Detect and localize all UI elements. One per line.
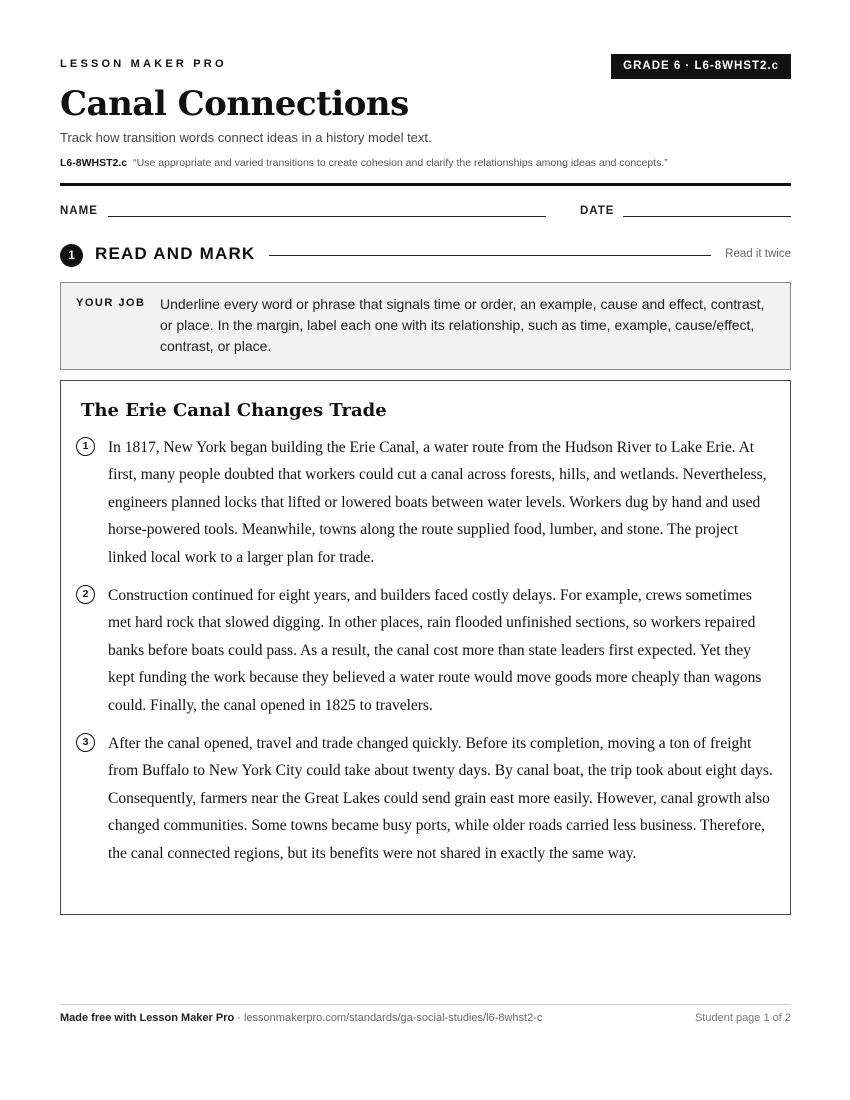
- footer-credit: [60, 1012, 542, 1024]
- section-rule: [269, 255, 711, 256]
- footer-separator: ·: [234, 1012, 244, 1024]
- step-number-badge: 1: [60, 244, 83, 267]
- instructions-text: Underline every word or phrase that signals time or order, an example, cause and effect, contrast, or place. In the margin, label each one with its relationship, such as time, example, cause/effect, contrast, or place.: [160, 296, 765, 354]
- grade-badge: GRADE 6 · L6-8WHST2.c: [611, 54, 791, 79]
- page-subtitle: Track how transition words connect ideas in a history model text.: [60, 130, 432, 145]
- brand-name: LESSON MAKER PRO: [60, 58, 227, 70]
- footer-made-with: Made free with Lesson Maker Pro: [60, 1012, 235, 1024]
- page-indicator: Student page 1 of 2: [694, 1012, 791, 1024]
- standard-code: L6-8WHST2.c: [60, 157, 128, 169]
- name-label: NAME: [60, 205, 98, 217]
- reading-title: The Erie Canal Changes Trade: [81, 400, 387, 421]
- paragraph-number-badge: 1: [76, 437, 95, 456]
- name-field[interactable]: [108, 216, 546, 217]
- instructions-box: [60, 282, 791, 370]
- section-title: READ AND MARK: [95, 244, 256, 263]
- paragraph-1: In 1817, New York began building the Erie Canal, a water route from the Hudson River to Lake Erie. At first, many people doubted that workers could cut a canal across forests, hills, and wetlands. Nevertheless, engineers planned locks that lifted or lowered boats between water levels. Workers dug by hand and used horse-powered tools. Meanwhile, towns along the route supplied food, lumber, and stone. The project linked local work to a larger plan for trade.: [108, 439, 767, 566]
- paragraph-number-badge: 3: [76, 733, 95, 752]
- paragraph-3: After the canal opened, travel and trade changed quickly. Before its completion, moving a ton of freight from Buffalo to New York City could take about twenty days. By canal boat, the trip took about eight days. Consequently, farmers near the Great Lakes could send grain east more easily. However, canal growth also changed communities. Some towns became busy ports, while older roads carried less business. Therefore, the canal connected regions, but its benefits were not shared in exactly the same way.: [108, 735, 773, 862]
- section-note: Read it twice: [725, 248, 791, 260]
- date-label: DATE: [580, 205, 615, 217]
- footer-divider: [60, 1004, 791, 1005]
- header-divider: [60, 183, 791, 186]
- page-title: Canal Connections: [60, 84, 409, 124]
- paragraph-2: Construction continued for eight years, and builders faced costly delays. For example, crews sometimes met hard rock that slowed digging. In other places, rain flooded unfinished sections, so workers repaired banks before boats could pass. As a result, the canal cost more than state leaders first expected. Yet they kept funding the work because they believed a water route would move goods more cheaply than wagons could. Finally, the canal opened in 1825 to travelers.: [108, 587, 762, 714]
- standard-line: [60, 157, 668, 169]
- footer-url[interactable]: lessonmakerpro.com/standards/ga-social-studies/l6-8whst2-c: [244, 1012, 543, 1024]
- reading-passage: [60, 380, 791, 915]
- standard-text: “Use appropriate and varied transitions to create cohesion and clarify the relationships among ideas and concepts.”: [133, 157, 668, 169]
- instructions-label: YOUR JOB: [76, 297, 146, 309]
- date-field[interactable]: [623, 216, 791, 217]
- paragraph-number-badge: 2: [76, 585, 95, 604]
